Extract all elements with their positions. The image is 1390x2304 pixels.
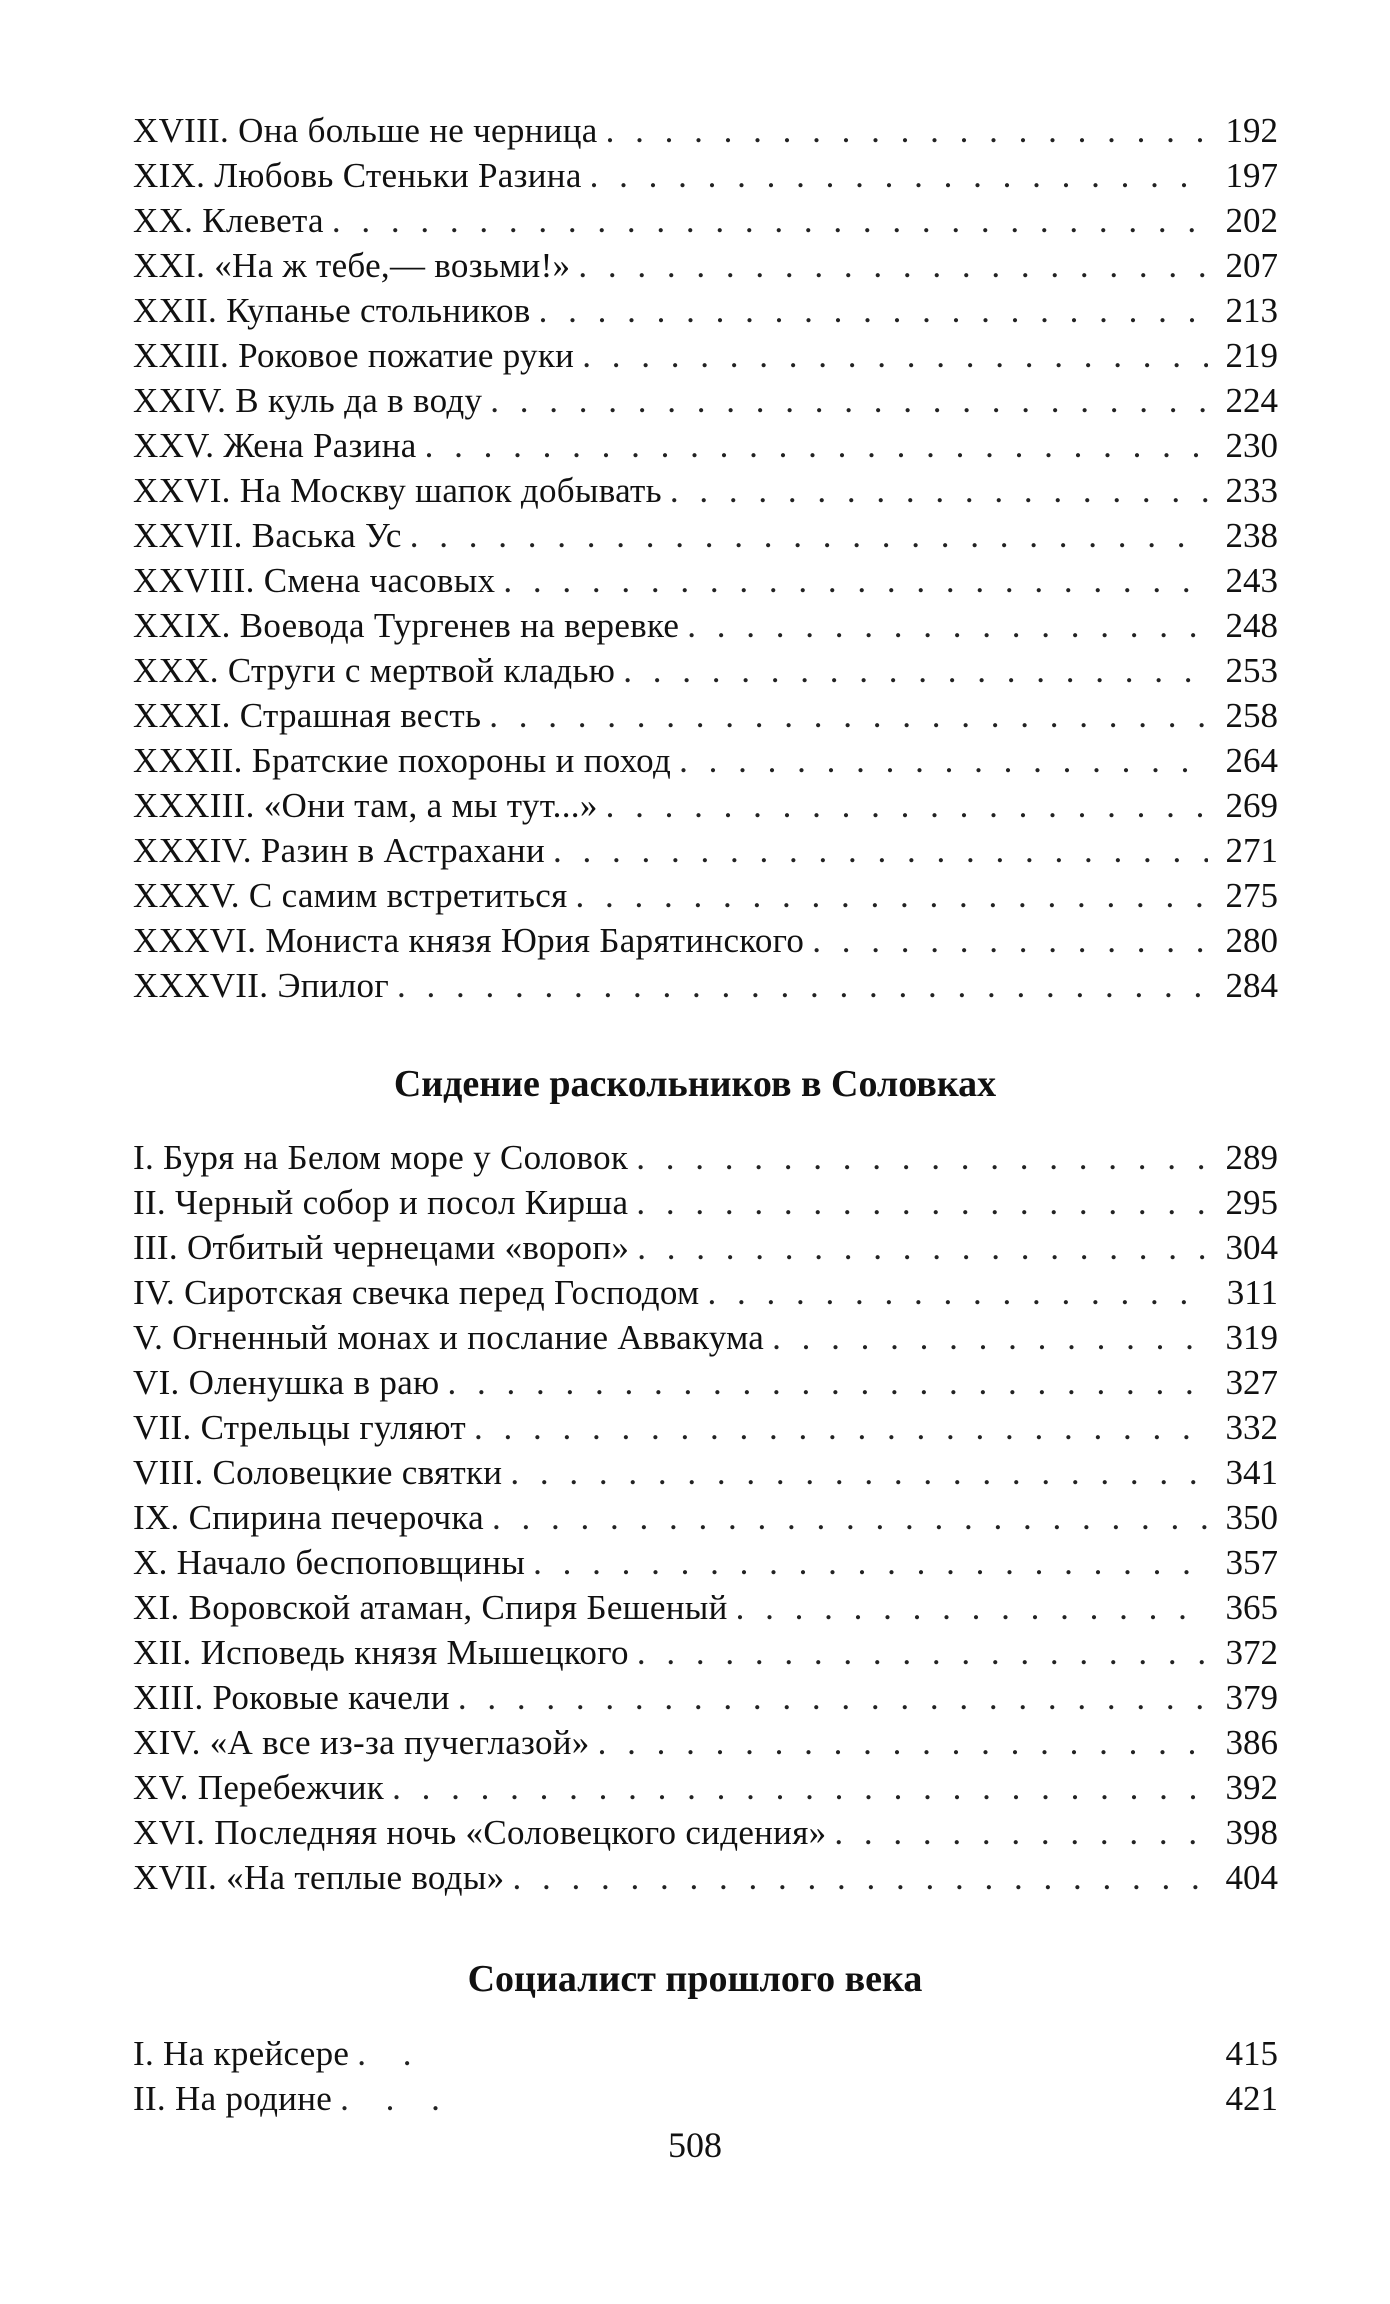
dot-leader: [834, 1810, 1208, 1855]
dot-leader: [606, 783, 1208, 828]
dot-leader: [448, 1360, 1208, 1405]
dot-leader: [670, 468, 1208, 513]
toc-entry-title: XXIV. В куль да в воду: [133, 381, 483, 420]
dot-leader: [772, 1315, 1208, 1360]
dot-leader: [490, 378, 1208, 423]
toc-entry: [133, 738, 1278, 783]
toc-entry: [133, 2031, 1278, 2076]
toc-entry: [133, 1810, 1278, 1855]
dot-leader: [578, 243, 1208, 288]
toc-entry: [133, 243, 1278, 288]
toc-entry-title: XVIII. Она больше не черница: [133, 111, 598, 150]
toc-entry-page: 415: [1225, 2034, 1278, 2073]
section-heading: Социалист прошлого века: [467, 1958, 923, 2000]
toc-entry-page: 332: [1225, 1408, 1278, 1447]
toc-entry-page: 275: [1225, 876, 1278, 915]
toc-entry-page: 207: [1225, 246, 1278, 285]
toc-entry: [133, 468, 1278, 513]
toc-entry-page: 327: [1225, 1363, 1278, 1402]
toc-entry: [133, 1315, 1278, 1360]
toc-entry-title: XXXVI. Мониста князя Юрия Барятинского: [133, 921, 805, 960]
toc-entry: [133, 1135, 1278, 1180]
toc-entry: [133, 1765, 1278, 1810]
dot-leader: [636, 1180, 1208, 1225]
toc-entry-title: XV. Перебежчик: [133, 1768, 385, 1807]
toc-entry: [133, 153, 1278, 198]
toc-entry: [133, 513, 1278, 558]
dot-leader: [636, 1135, 1208, 1180]
toc-entry-title: XI. Воровской атаман, Спиря Бешеный: [133, 1588, 728, 1627]
toc-entry-page: 230: [1225, 426, 1278, 465]
toc-entry-page: 295: [1225, 1183, 1278, 1222]
toc-entry-title: II. Черный собор и посол Кирша: [133, 1183, 629, 1222]
dot-leader: [332, 198, 1208, 243]
toc-entry: [133, 873, 1278, 918]
toc-entry: [133, 423, 1278, 468]
toc-entry-page: 398: [1225, 1813, 1278, 1852]
toc-entry: [133, 198, 1278, 243]
toc-entry-title: XXVI. На Москву шапок добывать: [133, 471, 662, 510]
toc-entry-title: XXXI. Страшная весть: [133, 696, 482, 735]
dot-leader: [708, 1270, 1208, 1315]
toc-entry: [133, 378, 1278, 423]
toc-entry-title: XXXV. С самим встретиться: [133, 876, 568, 915]
toc-entry: [133, 1360, 1278, 1405]
dot-leader: [606, 108, 1208, 153]
toc-entry-page: 269: [1225, 786, 1278, 825]
toc-entry-page: 202: [1225, 201, 1278, 240]
toc-entry-title: IV. Сиротская свечка перед Господом: [133, 1273, 700, 1312]
toc-entry-title: II. На родине: [133, 2079, 333, 2118]
toc-entry: [133, 963, 1278, 1008]
dot-leader: . . .: [340, 2079, 454, 2118]
dot-leader: [425, 423, 1208, 468]
toc-entry-title: VII. Стрельцы гуляют: [133, 1408, 467, 1447]
toc-section-solovki: [133, 1135, 1278, 1900]
toc-entry: [133, 108, 1278, 153]
toc-entry-title: XXIII. Роковое пожатие руки: [133, 336, 575, 375]
dot-leader: [637, 1225, 1208, 1270]
toc-entry-page: 271: [1225, 831, 1278, 870]
toc-entry-title: XXVIII. Смена часовых: [133, 561, 496, 600]
toc-entry: [133, 1630, 1278, 1675]
dot-leader: [590, 153, 1208, 198]
toc-entry-page: 284: [1225, 966, 1278, 1005]
section-heading: Сидение раскольников в Соловках: [393, 1063, 997, 1105]
dot-leader: [687, 603, 1208, 648]
dot-leader: [736, 1585, 1208, 1630]
toc-entry-title: III. Отбитый чернецами «вороп»: [133, 1228, 630, 1267]
toc-entry: [133, 288, 1278, 333]
toc-entry: [133, 693, 1278, 738]
toc-entry-title: I. На крейсере: [133, 2034, 350, 2073]
toc-entry-title: XXI. «На ж тебе,— возьми!»: [133, 246, 571, 285]
toc-entry: [133, 1225, 1278, 1270]
toc-entry-title: XXXIV. Разин в Астрахани: [133, 831, 545, 870]
toc-entry-title: XXV. Жена Разина: [133, 426, 417, 465]
toc-section-razin: [133, 108, 1278, 1008]
toc-entry-title: XXII. Купанье стольников: [133, 291, 531, 330]
toc-entry: [133, 1585, 1278, 1630]
dot-leader: [474, 1405, 1208, 1450]
toc-entry-page: 224: [1225, 381, 1278, 420]
toc-entry-title: X. Начало беспоповщины: [133, 1543, 526, 1582]
toc-entry-page: 350: [1225, 1498, 1278, 1537]
toc-entry: [133, 918, 1278, 963]
toc-entry-page: 304: [1225, 1228, 1278, 1267]
dot-leader: [410, 513, 1208, 558]
toc-entry-title: XII. Исповедь князя Мышецкого: [133, 1633, 629, 1672]
toc-entry-title: XX. Клевета: [133, 201, 324, 240]
dot-leader: [458, 1675, 1208, 1720]
toc-entry-page: 319: [1225, 1318, 1278, 1357]
toc-entry: [133, 2076, 1278, 2121]
toc-entry: [133, 783, 1278, 828]
toc-entry-page: 365: [1225, 1588, 1278, 1627]
toc-entry: [133, 333, 1278, 378]
toc-entry-page: 392: [1225, 1768, 1278, 1807]
toc-entry: [133, 603, 1278, 648]
dot-leader: [812, 918, 1208, 963]
toc-entry-title: VI. Оленушка в раю: [133, 1363, 440, 1402]
toc-entry-page: 341: [1225, 1453, 1278, 1492]
toc-entry-title: XIII. Роковые качели: [133, 1678, 450, 1717]
dot-leader: [582, 333, 1208, 378]
toc-entry: [133, 1675, 1278, 1720]
toc-entry-page: 311: [1226, 1273, 1278, 1312]
dot-leader: [637, 1630, 1208, 1675]
toc-entry-title: V. Огненный монах и послание Аввакума: [133, 1318, 765, 1357]
toc-entry-title: XXX. Струги с мертвой кладью: [133, 651, 616, 690]
page-number: 508: [668, 2125, 722, 2165]
toc-entry-title: XXXII. Братские похороны и поход: [133, 741, 672, 780]
dot-leader: [489, 693, 1208, 738]
toc-entry-page: 243: [1225, 561, 1278, 600]
toc-entry-page: 289: [1225, 1138, 1278, 1177]
toc-entry-page: 386: [1225, 1723, 1278, 1762]
toc-entry-page: 357: [1225, 1543, 1278, 1582]
toc-entry-page: 253: [1225, 651, 1278, 690]
toc-entry-title: IX. Спирина печерочка: [133, 1498, 485, 1537]
toc-entry: [133, 1495, 1278, 1540]
toc-entry-title: XXIX. Воевода Тургенев на веревке: [133, 606, 680, 645]
toc-entry: [133, 558, 1278, 603]
toc-entry: [133, 1855, 1278, 1900]
dot-leader: [392, 1765, 1208, 1810]
toc-entry-title: I. Буря на Белом море у Соловок: [133, 1138, 629, 1177]
dot-leader: . .: [357, 2034, 426, 2073]
dot-leader: [512, 1855, 1208, 1900]
toc-entry: [133, 648, 1278, 693]
toc-section-socialist: [133, 2031, 1278, 2121]
toc-entry-page: 379: [1225, 1678, 1278, 1717]
toc-entry: [133, 1405, 1278, 1450]
dot-leader: [510, 1450, 1208, 1495]
toc-entry-page: 404: [1225, 1858, 1278, 1897]
toc-entry-title: XXXIII. «Они там, а мы тут...»: [133, 786, 598, 825]
toc-entry: [133, 1270, 1278, 1315]
toc-entry-page: 197: [1225, 156, 1278, 195]
dot-leader: [492, 1495, 1208, 1540]
dot-leader: [397, 963, 1208, 1008]
toc-entry: [133, 1540, 1278, 1585]
toc-entry-title: XXXVII. Эпилог: [133, 966, 390, 1005]
toc-entry-page: 248: [1225, 606, 1278, 645]
dot-leader: [503, 558, 1208, 603]
toc-entry-title: XXVII. Васька Ус: [133, 516, 402, 555]
dot-leader: [533, 1540, 1208, 1585]
toc-entry-title: XVII. «На теплые воды»: [133, 1858, 505, 1897]
toc-entry-page: 238: [1225, 516, 1278, 555]
toc-entry: [133, 1180, 1278, 1225]
toc-entry-page: 213: [1225, 291, 1278, 330]
toc-entry-page: 421: [1225, 2079, 1278, 2118]
toc-entry-page: 233: [1225, 471, 1278, 510]
toc-entry: [133, 1450, 1278, 1495]
dot-leader: [679, 738, 1208, 783]
toc-entry-page: 258: [1225, 696, 1278, 735]
dot-leader: [623, 648, 1208, 693]
toc-entry-title: XIV. «А все из-за пучеглазой»: [133, 1723, 590, 1762]
dot-leader: [539, 288, 1208, 333]
toc-entry: [133, 828, 1278, 873]
toc-entry-page: 219: [1225, 336, 1278, 375]
toc-entry-title: XIX. Любовь Стеньки Разина: [133, 156, 582, 195]
toc-entry-title: VIII. Соловецкие святки: [133, 1453, 503, 1492]
toc-entry-page: 264: [1225, 741, 1278, 780]
toc-entry-title: XVI. Последняя ночь «Соловецкого сидения»: [133, 1813, 827, 1852]
toc-entry-page: 372: [1225, 1633, 1278, 1672]
toc-entry: [133, 1720, 1278, 1765]
dot-leader: [598, 1720, 1208, 1765]
dot-leader: [553, 828, 1208, 873]
toc-entry-page: 280: [1225, 921, 1278, 960]
toc-entry-page: 192: [1225, 111, 1278, 150]
dot-leader: [576, 873, 1209, 918]
